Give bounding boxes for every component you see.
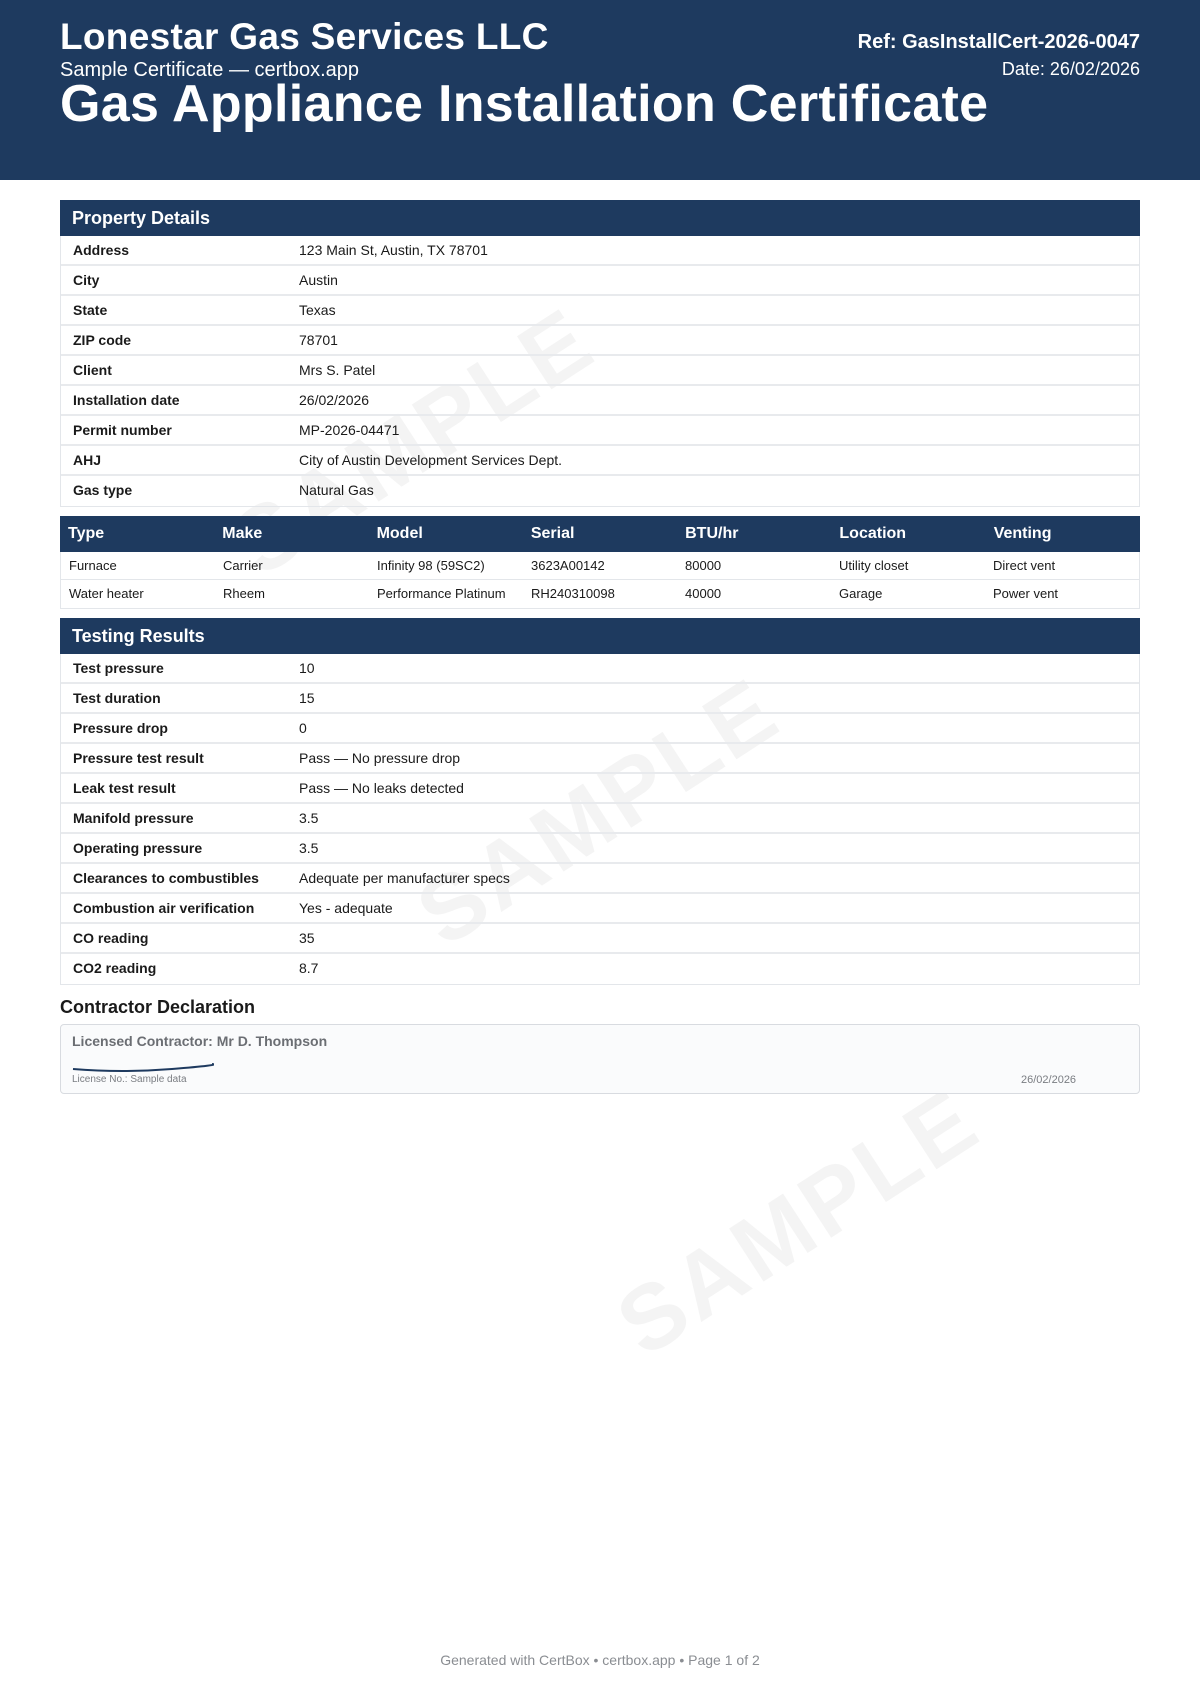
field-value: 15 [299, 690, 315, 706]
appliance-row [61, 580, 1139, 608]
field-label: Address [73, 242, 130, 258]
test-result-row [61, 804, 1139, 834]
test-result-row [61, 654, 1139, 684]
table-cell: Furnace [69, 558, 117, 573]
field-value: 123 Main St, Austin, TX 78701 [299, 242, 488, 258]
field-value: Mrs S. Patel [299, 362, 376, 378]
appliance-row [61, 552, 1139, 580]
table-cell: Water heater [69, 586, 144, 601]
field-value: 3.5 [299, 840, 319, 856]
test-result-row [61, 864, 1139, 894]
test-result-row [61, 744, 1139, 774]
field-label: Leak test result [73, 780, 176, 796]
test-result-row [61, 684, 1139, 714]
certificate-title: Gas Appliance Installation Certificate [60, 75, 989, 133]
table-cell: 80000 [685, 558, 722, 573]
sample-watermark [599, 1068, 998, 1378]
signature-line [72, 1061, 214, 1073]
page-footer: Generated with CertBox • certbox.app • Page 1 of 2 [440, 1652, 760, 1668]
table-cell: 3623A00142 [531, 558, 605, 573]
certificate-subtitle: Sample Certificate — certbox.app [60, 59, 360, 81]
appliances-table-header [60, 516, 1140, 552]
property-detail-row [61, 296, 1139, 326]
table-cell: Direct vent [993, 558, 1056, 573]
table-cell: RH240310098 [531, 586, 615, 601]
property-detail-row [61, 476, 1139, 506]
table-cell: 40000 [685, 586, 722, 601]
field-value: 0 [299, 720, 307, 736]
certificate-date: Date: 26/02/2026 [1001, 59, 1140, 79]
field-value: Austin [299, 272, 338, 288]
field-value: 78701 [299, 332, 338, 348]
test-result-row [61, 894, 1139, 924]
field-value: 8.7 [299, 960, 319, 976]
field-label: AHJ [73, 452, 102, 468]
column-header: Type [68, 525, 105, 542]
field-label: CO reading [73, 930, 149, 946]
field-value: Natural Gas [299, 482, 374, 498]
column-header: Serial [530, 525, 575, 542]
field-value: 10 [299, 660, 315, 676]
property-detail-row [61, 386, 1139, 416]
field-value: Pass — No leaks detected [299, 780, 464, 796]
appliances-table [60, 552, 1140, 609]
company-name: Lonestar Gas Services LLC [60, 16, 549, 57]
test-result-row [61, 714, 1139, 744]
column-header: Model [376, 525, 423, 542]
field-value: Texas [299, 302, 336, 318]
table-cell: Garage [839, 586, 883, 601]
field-label: Gas type [73, 482, 133, 498]
test-result-row [61, 954, 1139, 984]
field-label: Pressure test result [73, 750, 204, 766]
table-cell: Carrier [223, 558, 263, 573]
field-label: State [73, 302, 108, 318]
column-header: BTU/hr [685, 525, 739, 542]
table-cell: Power vent [993, 586, 1059, 601]
declaration-date: 26/02/2026 [1021, 1074, 1077, 1086]
field-value: 26/02/2026 [299, 392, 370, 408]
field-label: Installation date [73, 392, 180, 408]
property-detail-row [61, 446, 1139, 476]
column-header: Make [222, 525, 263, 542]
field-value: 3.5 [299, 810, 319, 826]
field-label: City [73, 272, 100, 288]
contractor-name: Licensed Contractor: Mr D. Thompson [72, 1033, 328, 1049]
certificate-reference: Ref: GasInstallCert-2026-0047 [857, 31, 1140, 53]
testing-results-heading: Testing Results [60, 618, 1140, 654]
property-detail-row [61, 326, 1139, 356]
field-value: 35 [299, 930, 315, 946]
license-number: License No.: Sample data [72, 1074, 187, 1085]
field-label: Test pressure [73, 660, 164, 676]
contractor-declaration-heading: Contractor Declaration [60, 997, 256, 1017]
field-label: Permit number [73, 422, 172, 438]
table-cell: Performance Platinum [377, 586, 506, 601]
column-header: Venting [993, 525, 1052, 542]
field-label: Operating pressure [73, 840, 203, 856]
certificate-header [0, 0, 1200, 180]
field-value: Pass — No pressure drop [299, 750, 461, 766]
field-label: Clearances to combustibles [73, 870, 259, 886]
property-details-heading: Property Details [60, 200, 1140, 236]
table-cell: Utility closet [839, 558, 909, 573]
property-detail-row [61, 356, 1139, 386]
field-value: Yes - adequate [299, 900, 393, 916]
test-result-row [61, 774, 1139, 804]
field-label: ZIP code [73, 332, 132, 348]
property-details-table [60, 236, 1140, 507]
field-label: CO2 reading [73, 960, 157, 976]
field-label: Manifold pressure [73, 810, 194, 826]
field-value: City of Austin Development Services Dept. [299, 452, 563, 468]
testing-results-table [60, 654, 1140, 985]
test-result-row [61, 834, 1139, 864]
property-details-section [60, 200, 1140, 507]
field-label: Test duration [73, 690, 161, 706]
test-result-row [61, 924, 1139, 954]
field-value: MP-2026-04471 [299, 422, 400, 438]
field-label: Client [73, 362, 112, 378]
field-label: Pressure drop [73, 720, 168, 736]
table-cell: Infinity 98 (59SC2) [377, 558, 485, 573]
field-value: Adequate per manufacturer specs [299, 870, 510, 886]
appliances-section [60, 516, 1140, 609]
property-detail-row [61, 266, 1139, 296]
column-header: Location [839, 525, 907, 542]
contractor-declaration-box [60, 1024, 1140, 1094]
property-detail-row [61, 416, 1139, 446]
property-detail-row [61, 236, 1139, 266]
field-label: Combustion air verification [73, 900, 255, 916]
testing-results-section [60, 618, 1140, 985]
table-cell: Rheem [223, 586, 265, 601]
